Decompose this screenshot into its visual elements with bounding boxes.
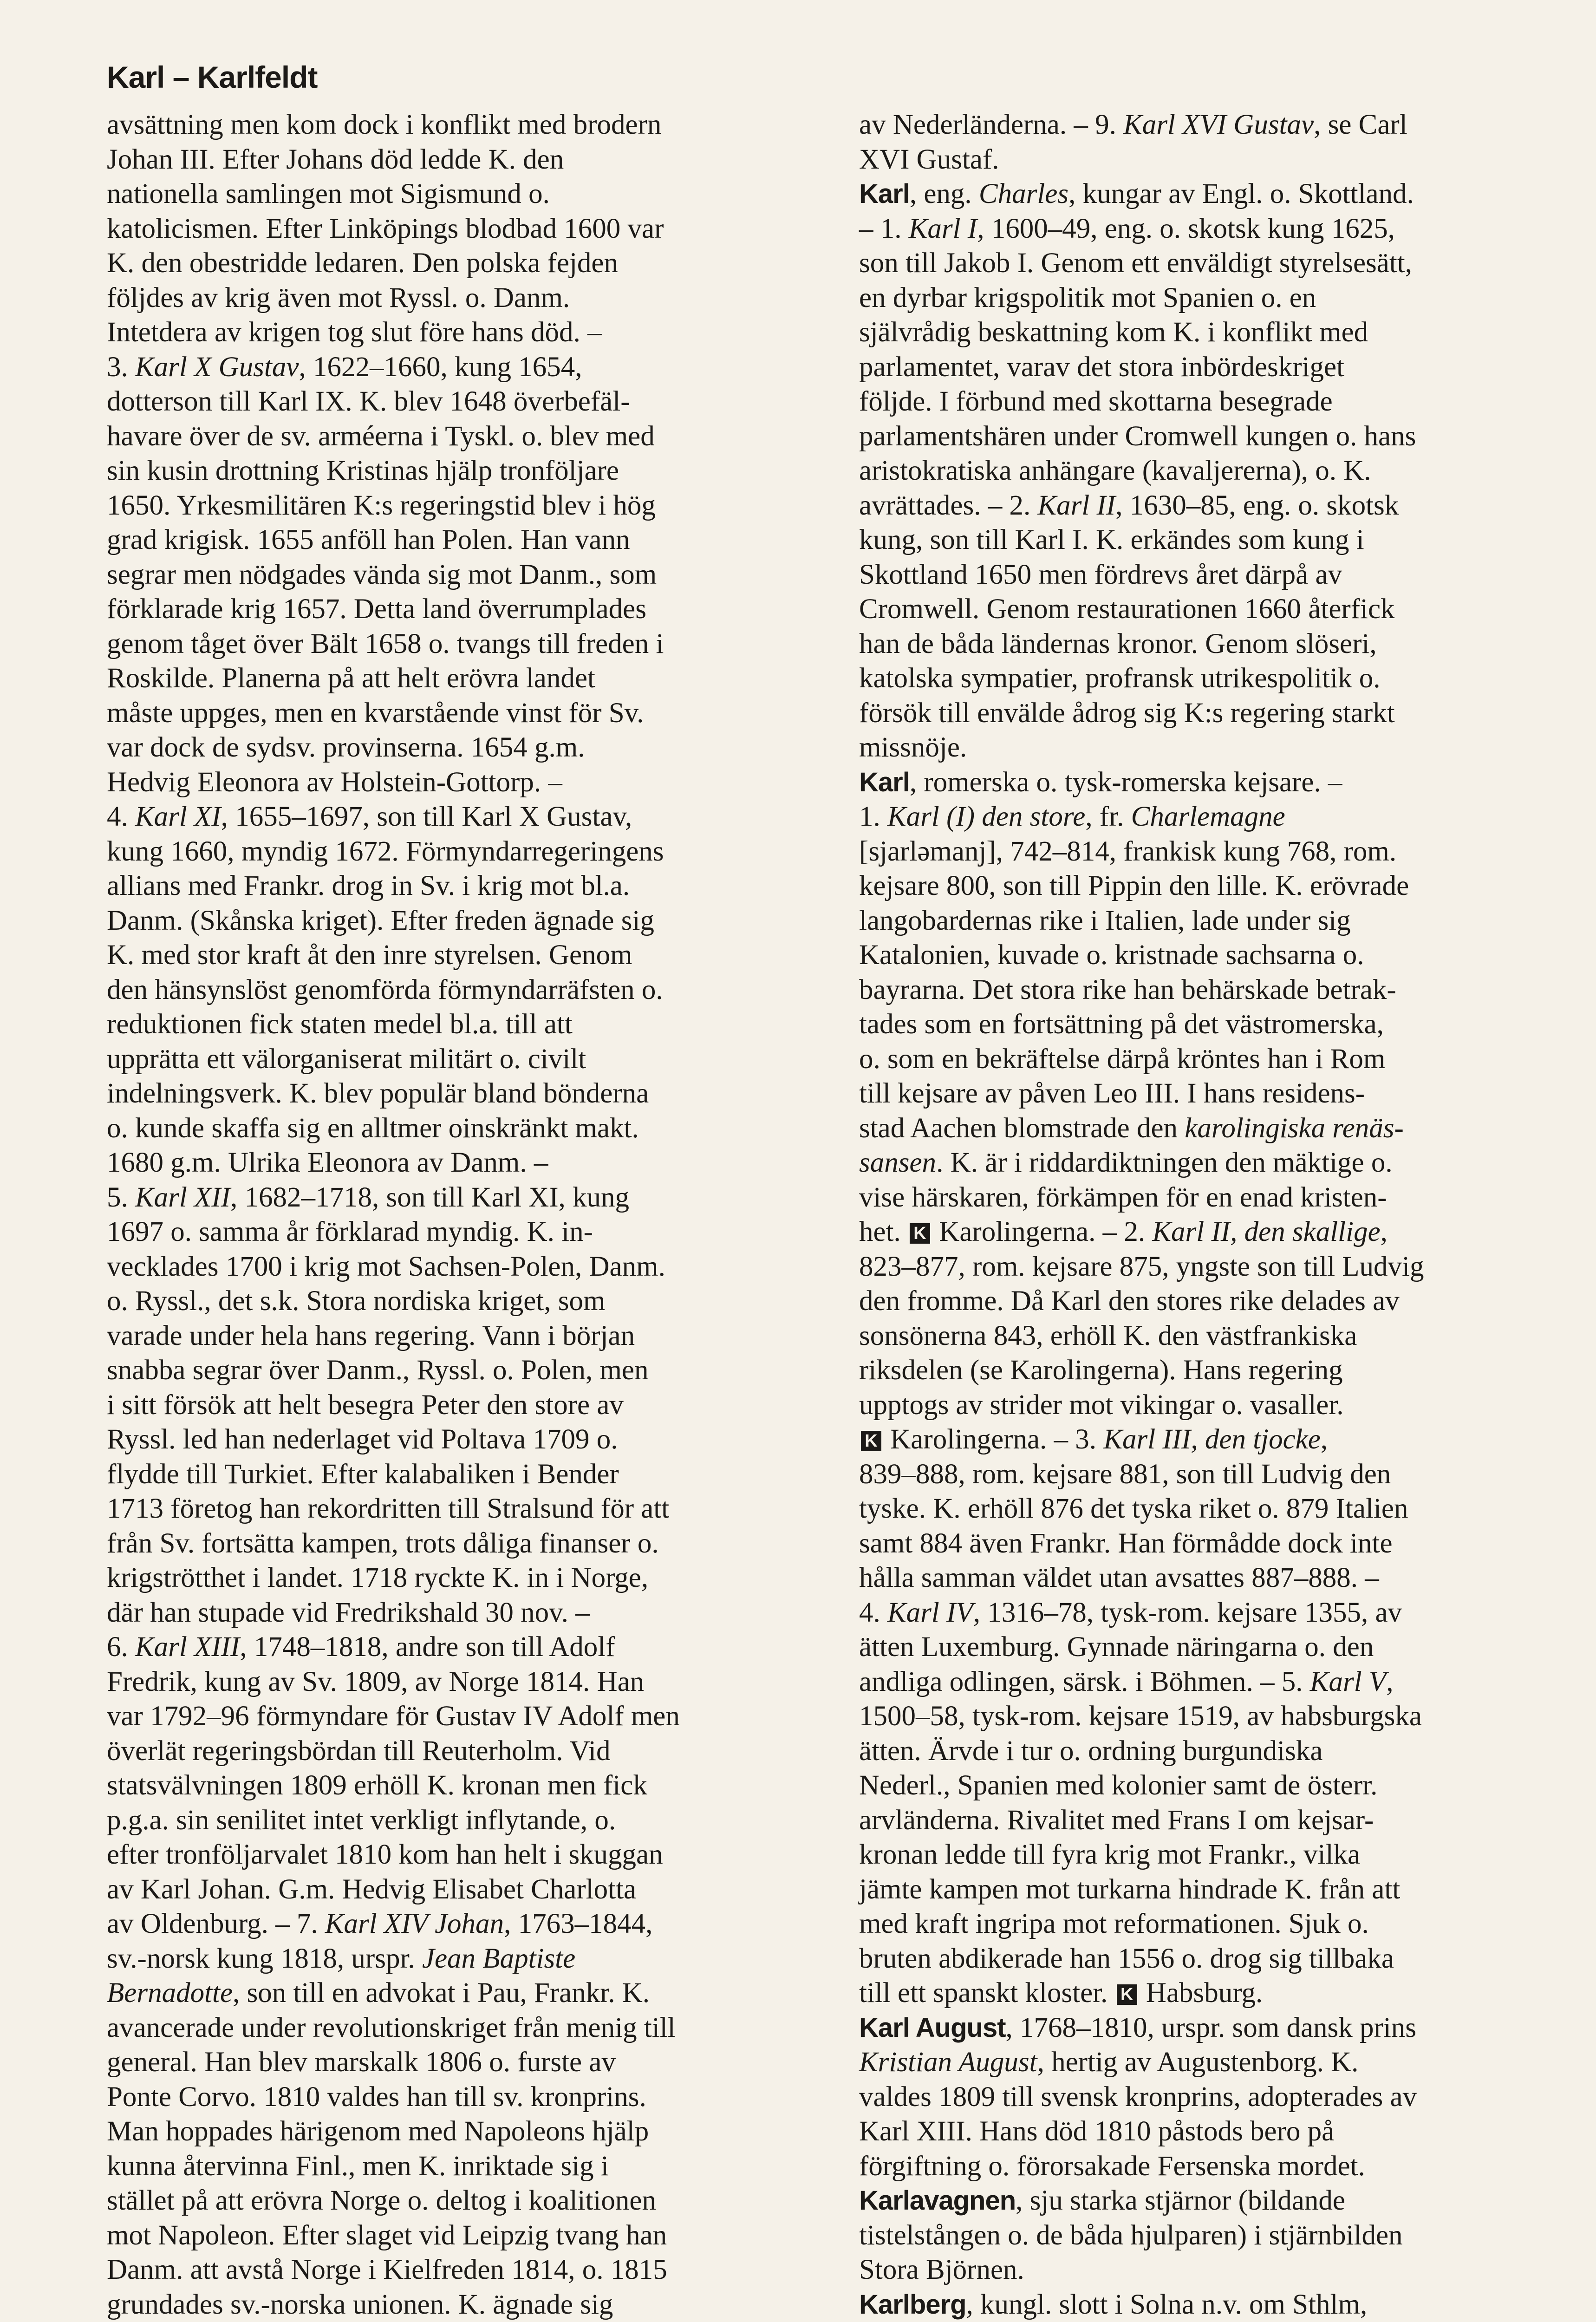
text-line: ätten Luxemburg. Gynnade näringarna o. den <box>859 1631 1374 1663</box>
text-line: en dyrbar krigspolitik mot Spanien o. en <box>859 282 1316 313</box>
text-line <box>859 489 1570 523</box>
text-line <box>859 1665 1570 1700</box>
headword: Karlberg <box>859 2289 966 2320</box>
text-segment: 4. <box>859 1597 887 1628</box>
text-line: flydde till Turkiet. Efter kalabaliken i Bender <box>107 1458 619 1490</box>
text-segment: , 1600–49, eng. o. skotsk kung 1625, <box>977 213 1395 244</box>
text-line: kung, son till Karl I. K. erkändes som kung i <box>859 524 1364 555</box>
text-line: kronan ledde till fyra krig mot Frankr., vilka <box>859 1839 1361 1870</box>
text-segment: , 1316–78, tysk-rom. kejsare 1355, av <box>973 1597 1402 1628</box>
text-line: 1500–58, tysk-rom. kejsare 1519, av habsburgska <box>859 1701 1422 1732</box>
text-line: den fromme. Då Karl den stores rike delades av <box>859 1285 1400 1317</box>
text-line: Fredrik, kung av Sv. 1809, av Norge 1814. Han <box>107 1666 645 1697</box>
text-line: överlät regeringsbördan till Reuterholm. Vid <box>107 1735 611 1767</box>
text-segment: , kungl. slott i Solna n.v. om Sthlm, <box>966 2289 1368 2320</box>
text-line: upptogs av strider mot vikingar o. vasaller. <box>859 1389 1344 1421</box>
text-line <box>859 1976 1570 2011</box>
text-line: försök till envälde ådrog sig K:s regering starkt <box>859 697 1395 729</box>
text-line <box>107 350 817 385</box>
text-line: han de båda ländernas kronor. Genom slöseri, <box>859 628 1377 659</box>
text-line: Intetdera av krigen tog slut före hans död. – <box>107 317 602 348</box>
italic-text: sansen <box>859 1147 937 1178</box>
text-line: bruten abdikerade han 1556 o. drog sig tillbaka <box>859 1943 1394 1974</box>
text-line: indelningsverk. K. blev populär bland bönderna <box>107 1078 649 1109</box>
cross-reference-icon: K <box>861 1431 881 1451</box>
italic-text: Charlemagne <box>1131 801 1285 832</box>
text-segment: avrättades. – 2. <box>859 489 1038 521</box>
text-line <box>107 1942 817 1976</box>
text-line: Ryssl. led han nederlaget vid Poltava 1709 o. <box>107 1424 618 1455</box>
text-line: Roskilde. Planerna på att helt erövra landet <box>107 663 595 694</box>
italic-text: Karl III, den tjocke <box>1103 1424 1321 1455</box>
left-column <box>107 108 817 2322</box>
text-segment: Karolingerna. – 2. <box>932 1216 1153 1247</box>
italic-text: karolingiska renäs- <box>1185 1112 1404 1144</box>
italic-text: Bernadotte <box>107 1977 233 2009</box>
text-line: Nederl., Spanien med kolonier samt de österr. <box>859 1770 1378 1801</box>
text-line: katolska sympatier, profransk utrikespolitik o. <box>859 663 1381 694</box>
text-line: K. med stor kraft åt den inre styrelsen. Genom <box>107 939 632 971</box>
italic-text: Karl IV <box>887 1597 973 1628</box>
text-line: förklarade krig 1657. Detta land överrumplades <box>107 594 646 625</box>
text-segment: , fr. <box>1085 801 1131 832</box>
text-line: jämte kampen mot turkarna hindrade K. från att <box>859 1873 1401 1905</box>
text-line <box>107 800 817 835</box>
text-line: avancerade under revolutionskriget från menig till <box>107 2012 676 2043</box>
text-line: langobardernas rike i Italien, lade under sig <box>859 905 1351 936</box>
text-segment: till ett spanskt kloster. <box>859 1977 1115 2009</box>
text-line: general. Han blev marskalk 1806 o. furste av <box>107 2047 616 2078</box>
text-segment: , son till en advokat i Pau, Frankr. K. <box>233 1977 650 2009</box>
text-line: 839–888, rom. kejsare 881, son till Ludvig den <box>859 1458 1391 1490</box>
text-segment: 6. <box>107 1631 135 1663</box>
right-column <box>859 108 1570 2322</box>
text-line <box>859 1596 1570 1631</box>
text-line: stället på att erövra Norge o. deltog i koalitionen <box>107 2185 656 2216</box>
text-segment: , 1763–1844, <box>504 1908 653 1939</box>
text-line: tades som en fortsättning på det västromerska, <box>859 1009 1384 1040</box>
text-line: Katalonien, kuvade o. kristnade sachsarna o. <box>859 939 1364 971</box>
text-segment: av Oldenburg. – 7. <box>107 1908 325 1939</box>
text-segment: , 1655–1697, son till Karl X Gustav, <box>221 801 632 832</box>
text-line: missnöje. <box>859 732 967 763</box>
text-segment: . K. är i riddardiktningen den mäktige o. <box>936 1147 1393 1178</box>
italic-text: Kristian August <box>859 2047 1037 2078</box>
text-segment: , 1748–1818, andre son till Adolf <box>240 1631 615 1663</box>
text-line <box>107 1976 817 2011</box>
text-segment: , se Carl <box>1314 109 1407 140</box>
text-line: Danm. att avstå Norge i Kielfreden 1814, o. 1815 <box>107 2254 667 2285</box>
text-segment: av Nederländerna. – 9. <box>859 109 1124 140</box>
text-line <box>859 2184 1570 2218</box>
text-segment: Habsburg. <box>1139 1977 1263 2009</box>
headword: Karlavagnen <box>859 2185 1016 2216</box>
text-line <box>859 1215 1570 1250</box>
text-line <box>859 1146 1570 1181</box>
text-line <box>859 212 1570 247</box>
text-line: 1697 o. samma år förklarad myndig. K. in- <box>107 1216 593 1247</box>
text-line: tyske. K. erhöll 876 det tyska riket o. 879 Italien <box>859 1493 1408 1524</box>
text-line: den hänsynslöst genomförda förmyndarräfsten o. <box>107 974 663 1005</box>
italic-text: Karl XIV Johan <box>325 1908 504 1939</box>
cross-reference-icon: K <box>1117 1984 1137 2005</box>
text-line: allians med Frankr. drog in Sv. i krig mot bl.a. <box>107 870 630 901</box>
italic-text: Charles <box>978 178 1069 209</box>
text-line: Karl XIII. Hans död 1810 påstods bero på <box>859 2116 1335 2147</box>
text-line: varade under hela hans regering. Vann i början <box>107 1320 635 1351</box>
text-line: Stora Björnen. <box>859 2254 1024 2285</box>
italic-text: Karl XIII <box>135 1631 240 1663</box>
text-line <box>859 800 1570 835</box>
italic-text: Karl V <box>1309 1666 1387 1697</box>
text-line: av Karl Johan. G.m. Hedvig Elisabet Charlotta <box>107 1873 637 1905</box>
text-segment: , 1768–1810, urspr. som dansk prins <box>1005 2012 1417 2043</box>
text-line <box>859 765 1570 800</box>
text-line <box>107 1907 817 1942</box>
text-line: vise härskaren, förkämpen för en enad kristen- <box>859 1181 1387 1213</box>
cross-reference-icon: K <box>910 1223 930 1244</box>
text-line: riksdelen (se Karolingerna). Hans regering <box>859 1355 1343 1386</box>
text-line: kung 1660, myndig 1672. Förmyndarregeringens <box>107 835 664 867</box>
italic-text: Karl XI <box>135 801 221 832</box>
text-line: 1713 företog han rekordritten till Stralsund för att <box>107 1493 670 1524</box>
text-line: 1680 g.m. Ulrika Eleonora av Danm. – <box>107 1147 548 1178</box>
text-segment: Karolingerna. – 3. <box>883 1424 1104 1455</box>
italic-text: Karl X Gustav <box>135 351 299 383</box>
text-line: aristokratiska anhängare (kavaljererna), o. K. <box>859 455 1371 486</box>
text-line: mot Napoleon. Efter slaget vid Leipzig tvang han <box>107 2219 667 2251</box>
text-line: Skottland 1650 men fördrevs året därpå av <box>859 559 1342 590</box>
text-line: parlamentshären under Cromwell kungen o. hans <box>859 420 1416 452</box>
text-line: arvländerna. Rivalitet med Frans I om kejsar- <box>859 1804 1374 1836</box>
text-line <box>107 1181 817 1215</box>
text-segment: , 1622–1660, kung 1654, <box>299 351 582 383</box>
text-line: reduktionen fick staten medel bl.a. till att <box>107 1009 573 1040</box>
text-line <box>859 2011 1570 2046</box>
text-line: var 1792–96 förmyndare för Gustav IV Adolf men <box>107 1701 680 1732</box>
text-line: [sjarləmanj], 742–814, frankisk kung 768, rom. <box>859 835 1397 867</box>
text-line: 823–877, rom. kejsare 875, yngste son till Ludvig <box>859 1251 1424 1282</box>
text-segment: andliga odlingen, särsk. i Böhmen. – 5. <box>859 1666 1310 1697</box>
text-line <box>859 1111 1570 1146</box>
text-line: med kraft ingripa mot reformationen. Sjuk o. <box>859 1908 1369 1939</box>
text-line: förgiftning o. förorsakade Fersenska mordet. <box>859 2150 1365 2182</box>
text-line: sin kusin drottning Kristinas hjälp tronföljare <box>107 455 619 486</box>
text-line: Danm. (Skånska kriget). Efter freden ägnade sig <box>107 905 654 936</box>
text-line <box>859 177 1570 212</box>
text-line: o. kunde skaffa sig en alltmer oinskränkt makt. <box>107 1112 639 1144</box>
text-segment: 4. <box>107 801 135 832</box>
italic-text: Karl XII <box>135 1181 231 1213</box>
text-line: kejsare 800, son till Pippin den lille. K. erövrade <box>859 870 1409 901</box>
text-line: ätten. Ärvde i tur o. ordning burgundiska <box>859 1735 1323 1767</box>
text-line: från Sv. fortsätta kampen, trots dåliga finanser o. <box>107 1527 659 1559</box>
text-segment: 5. <box>107 1181 135 1213</box>
text-line: var dock de sydsv. provinserna. 1654 g.m. <box>107 732 585 763</box>
text-line <box>107 1630 817 1665</box>
headword: Karl <box>859 767 910 797</box>
headword: Karl <box>859 179 910 209</box>
text-segment: , eng. <box>909 178 979 209</box>
italic-text: Jean Baptiste <box>422 1943 576 1974</box>
text-line: K. den obestridde ledaren. Den polska fejden <box>107 248 619 279</box>
text-segment: , romerska o. tysk-romerska kejsare. – <box>909 766 1342 798</box>
running-head: Karl – Karlfeldt <box>107 60 318 94</box>
text-line <box>859 2045 1570 2080</box>
text-line: son till Jakob I. Genom ett enväldigt styrelsesätt, <box>859 248 1412 279</box>
text-line: statsvälvningen 1809 erhöll K. kronan men fick <box>107 1770 647 1801</box>
text-line: Man hoppades härigenom med Napoleons hjälp <box>107 2116 649 2147</box>
text-line <box>859 1422 1570 1457</box>
italic-text: Karl II <box>1037 489 1116 521</box>
text-segment: , sju starka stjärnor (bildande <box>1016 2185 1345 2216</box>
text-line: hålla samman väldet utan avsattes 887–888. – <box>859 1562 1379 1593</box>
text-line: kunna återvinna Finl., men K. inriktade sig i <box>107 2150 609 2182</box>
text-segment: 1. <box>859 801 887 832</box>
text-segment: , kungar av Engl. o. Skottland. <box>1068 178 1414 209</box>
text-segment: het. <box>859 1216 908 1247</box>
text-line: Cromwell. Genom restaurationen 1660 återfick <box>859 594 1395 625</box>
italic-text: Karl II, den skallige <box>1152 1216 1381 1247</box>
text-line: krigströtthet i landet. 1718 ryckte K. in i Norge, <box>107 1562 649 1593</box>
text-line <box>859 2288 1570 2322</box>
text-line: p.g.a. sin senilitet intet verkligt inflytande, o. <box>107 1804 616 1836</box>
text-line: o. som en bekräftelse därpå kröntes han i Rom <box>859 1043 1386 1075</box>
text-segment: sv.-norsk kung 1818, urspr. <box>107 1943 422 1974</box>
text-line <box>859 108 1570 143</box>
text-line: dotterson till Karl IX. K. blev 1648 överbefäl- <box>107 386 630 417</box>
text-line: måste uppges, men en kvarstående vinst för Sv. <box>107 697 644 729</box>
text-segment: , <box>1320 1424 1328 1455</box>
text-line: valdes 1809 till svensk kronprins, adopterades av <box>859 2081 1417 2113</box>
text-line: nationella samlingen mot Sigismund o. <box>107 178 550 209</box>
text-segment: 3. <box>107 351 135 383</box>
text-line: XVI Gustaf. <box>859 143 999 175</box>
text-line: självrådig beskattning kom K. i konflikt med <box>859 317 1368 348</box>
italic-text: Karl XVI Gustav <box>1123 109 1314 140</box>
text-line: parlamentet, varav det stora inbördeskriget <box>859 351 1345 383</box>
text-line: grundades sv.-norska unionen. K. ägnade sig <box>107 2289 613 2320</box>
headword: Karl August <box>859 2012 1006 2043</box>
text-segment: – 1. <box>859 213 909 244</box>
text-line: bayrarna. Det stora rike han behärskade betrak- <box>859 974 1396 1005</box>
italic-text: Karl (I) den store <box>887 801 1086 832</box>
text-segment: stad Aachen blomstrade den <box>859 1112 1185 1144</box>
text-line: följde. I förbund med skottarna besegrade <box>859 386 1333 417</box>
text-line: där han stupade vid Fredrikshald 30 nov. – <box>107 1597 590 1628</box>
text-segment: , 1630–85, eng. o. skotsk <box>1115 489 1399 521</box>
text-line: efter tronföljarvalet 1810 kom han helt i skuggan <box>107 1839 663 1870</box>
text-line: vecklades 1700 i krig mot Sachsen-Polen, Danm. <box>107 1251 665 1282</box>
text-segment: , 1682–1718, son till Karl XI, kung <box>230 1181 630 1213</box>
text-line: Ponte Corvo. 1810 valdes han till sv. kronprins. <box>107 2081 646 2113</box>
text-line: tistelstången o. de båda hjulparen) i stjärnbilden <box>859 2219 1403 2251</box>
text-line: till kejsare av påven Leo III. I hans residens- <box>859 1078 1365 1109</box>
text-line: o. Ryssl., det s.k. Stora nordiska kriget, som <box>107 1285 606 1317</box>
text-line: Johan III. Efter Johans död ledde K. den <box>107 143 564 175</box>
text-segment: , <box>1386 1666 1394 1697</box>
text-line: havare över de sv. arméerna i Tyskl. o. blev med <box>107 420 655 452</box>
text-line: följdes av krig även mot Ryssl. o. Danm. <box>107 282 570 313</box>
text-line: snabba segrar över Danm., Ryssl. o. Polen, men <box>107 1355 649 1386</box>
text-line: upprätta ett välorganiserat militärt o. civilt <box>107 1043 586 1075</box>
text-line: i sitt försök att helt besegra Peter den store av <box>107 1389 624 1421</box>
text-line: genom tåget över Bält 1658 o. tvangs till freden i <box>107 628 664 659</box>
text-segment: , <box>1380 1216 1388 1247</box>
text-line: sonsönerna 843, erhöll K. den västfrankiska <box>859 1320 1357 1351</box>
text-segment: , hertig av Augustenborg. K. <box>1037 2047 1359 2078</box>
text-line: samt 884 även Frankr. Han förmådde dock inte <box>859 1527 1393 1559</box>
italic-text: Karl I <box>908 213 977 244</box>
text-line: Hedvig Eleonora av Holstein-Gottorp. – <box>107 766 562 798</box>
text-line: segrar men nödgades vända sig mot Danm., som <box>107 559 657 590</box>
text-line: katolicismen. Efter Linköpings blodbad 1600 var <box>107 213 664 244</box>
text-line: grad krigisk. 1655 anföll han Polen. Han vann <box>107 524 630 555</box>
text-line: avsättning men kom dock i konflikt med brodern <box>107 109 662 140</box>
text-line: 1650. Yrkesmilitären K:s regeringstid blev i hög <box>107 489 656 521</box>
